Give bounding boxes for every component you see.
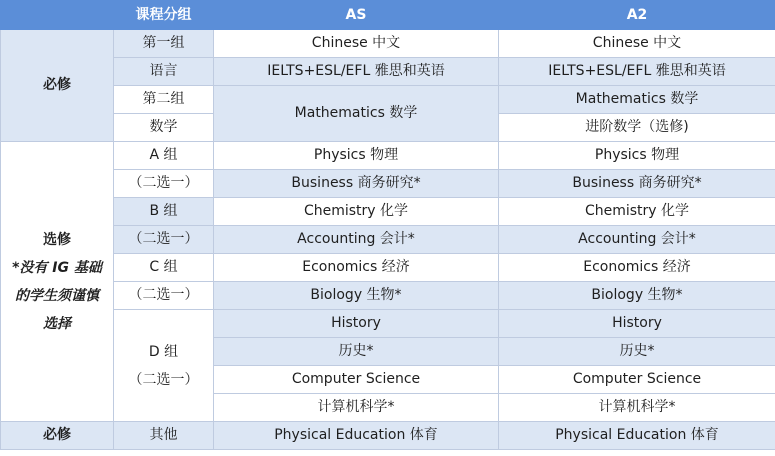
a2-cell: Business 商务研究* (499, 170, 775, 198)
a2-cell: Computer Science (499, 366, 775, 394)
as-cell: Business 商务研究* (214, 170, 499, 198)
a2-cell: Chemistry 化学 (499, 198, 775, 226)
groupC-line2: （二选一） (114, 282, 214, 310)
table-row (1, 254, 775, 282)
a2-cell: 计算机科学* (499, 394, 775, 422)
groupD-line2: （二选一） (128, 371, 199, 388)
groupA-line1: A 组 (114, 142, 214, 170)
as-cell: Physics 物理 (214, 142, 499, 170)
a2-cell: IELTS+ESL/EFL 雅思和英语 (499, 58, 775, 86)
group1-line2: 语言 (114, 58, 214, 86)
as-cell: History (214, 310, 499, 338)
as-cell: Chemistry 化学 (214, 198, 499, 226)
as-cell: 计算机科学* (214, 394, 499, 422)
table-row (1, 422, 775, 450)
elective-label-cell (1, 142, 114, 422)
as-cell: Physical Education 体育 (214, 422, 499, 450)
a2-cell: Biology 生物* (499, 282, 775, 310)
elective-note-line1: *没有 IG 基础 (12, 259, 102, 276)
groupD-line1: D 组 (148, 343, 179, 360)
elective-note-line3: 选择 (43, 315, 71, 332)
required-label: 必修 (1, 30, 114, 142)
header-as: AS (214, 1, 499, 30)
header-blank (1, 1, 114, 30)
group2-line2: 数学 (114, 114, 214, 142)
a2-cell: Physical Education 体育 (499, 422, 775, 450)
header-group: 课程分组 (114, 1, 214, 30)
table-row (1, 142, 775, 170)
a2-cell: Economics 经济 (499, 254, 775, 282)
as-cell: IELTS+ESL/EFL 雅思和英语 (214, 58, 499, 86)
as-cell: Economics 经济 (214, 254, 499, 282)
groupB-line1: B 组 (114, 198, 214, 226)
table-row (1, 282, 775, 310)
as-cell: Computer Science (214, 366, 499, 394)
as-cell: Mathematics 数学 (214, 86, 499, 142)
as-cell: Accounting 会计* (214, 226, 499, 254)
as-cell: Chinese 中文 (214, 30, 499, 58)
group1-line1: 第一组 (114, 30, 214, 58)
footer-group: 其他 (114, 422, 214, 450)
a2-cell: Accounting 会计* (499, 226, 775, 254)
header-row (1, 1, 775, 30)
header-a2: A2 (499, 1, 775, 30)
footer-label: 必修 (1, 422, 114, 450)
table-row (1, 198, 775, 226)
table-row (1, 310, 775, 338)
group2-line1: 第二组 (114, 86, 214, 114)
table-row (1, 86, 775, 114)
a2-cell: Physics 物理 (499, 142, 775, 170)
groupC-line1: C 组 (114, 254, 214, 282)
a2-cell: 进阶数学（选修) (499, 114, 775, 142)
table-row (1, 170, 775, 198)
a2-cell: Chinese 中文 (499, 30, 775, 58)
table-row (1, 30, 775, 58)
elective-label: 选修 (43, 231, 71, 248)
a2-cell: History (499, 310, 775, 338)
elective-note-line2: 的学生须谨慎 (15, 287, 99, 304)
groupA-line2: （二选一） (114, 170, 214, 198)
a2-cell: 历史* (499, 338, 775, 366)
table-row (1, 58, 775, 86)
a2-cell: Mathematics 数学 (499, 86, 775, 114)
groupD-label-cell (114, 310, 214, 422)
as-cell: 历史* (214, 338, 499, 366)
table-row (1, 226, 775, 254)
as-cell: Biology 生物* (214, 282, 499, 310)
groupB-line2: （二选一） (114, 226, 214, 254)
